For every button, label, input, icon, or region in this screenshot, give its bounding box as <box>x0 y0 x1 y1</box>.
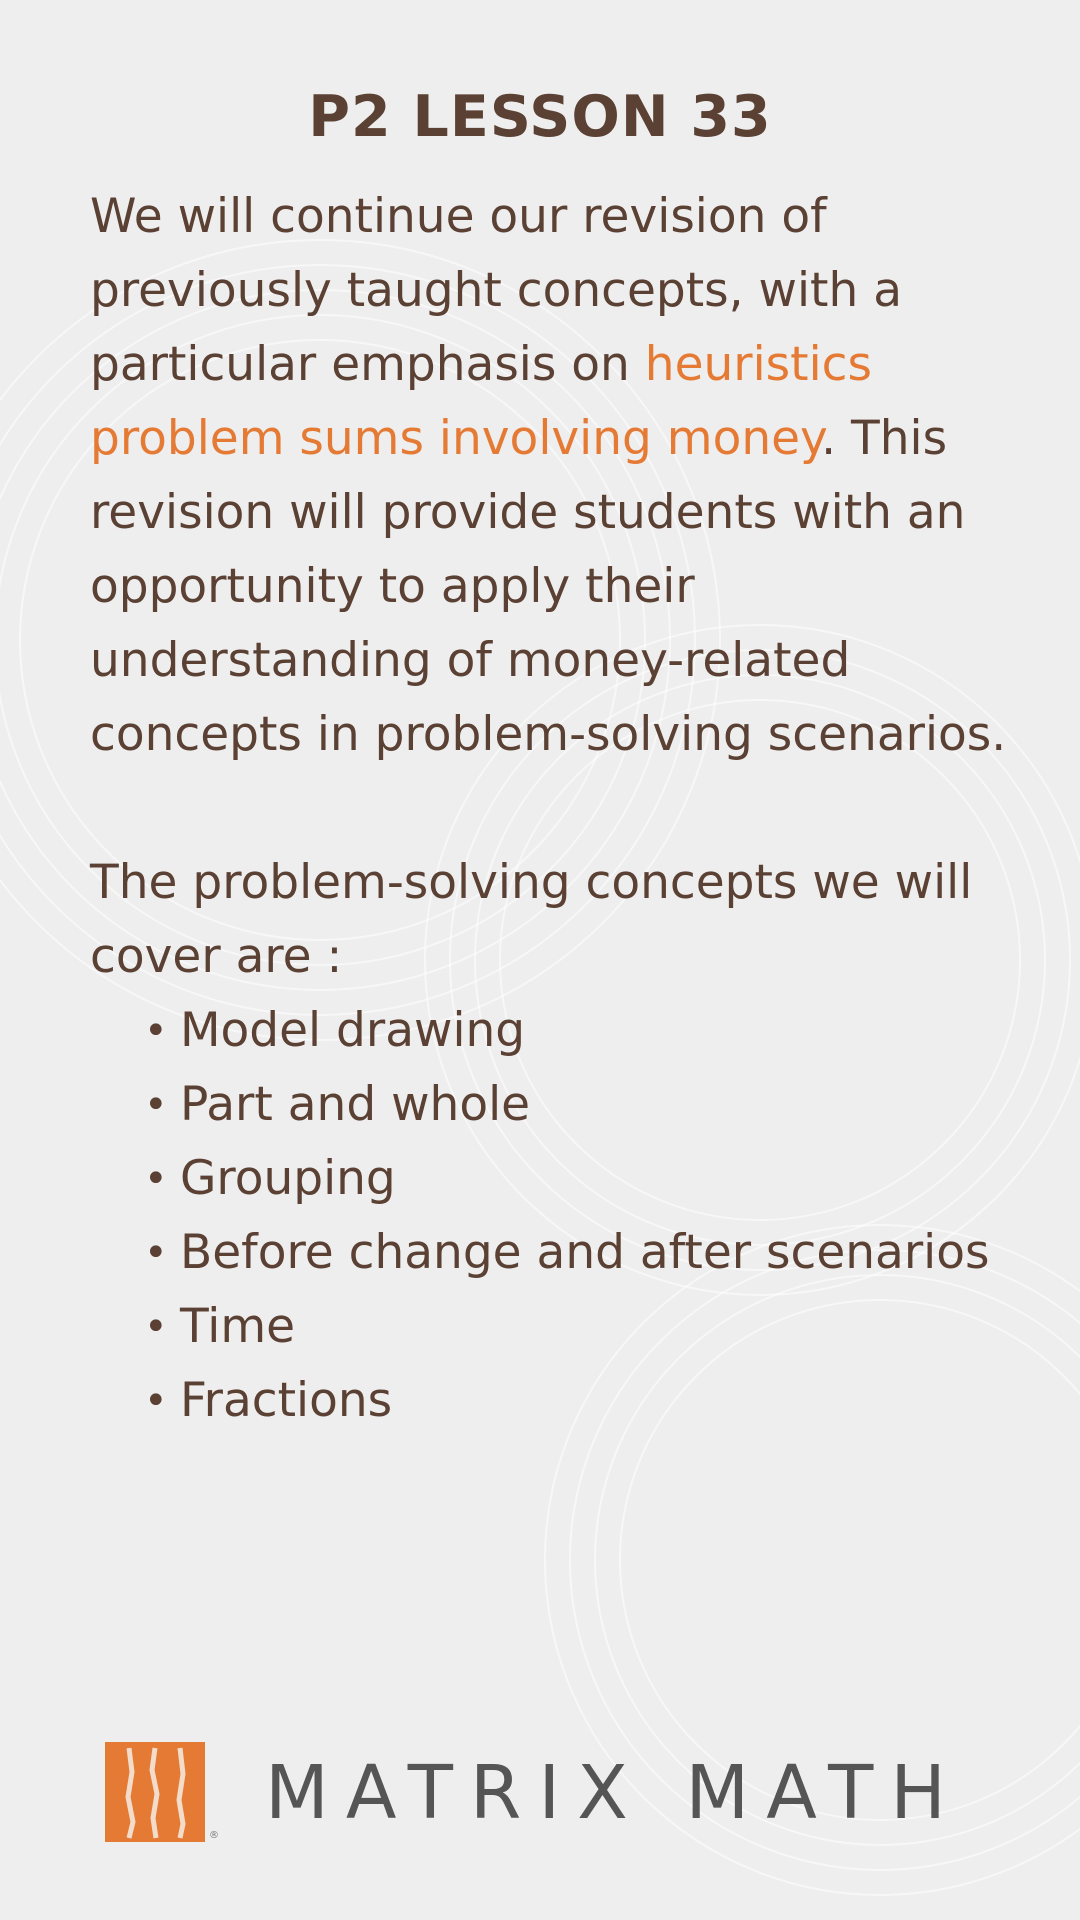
bullet-icon: • <box>144 1008 168 1054</box>
bullet-icon: • <box>144 1230 168 1276</box>
list-item <box>144 994 1030 1068</box>
lesson-content <box>90 180 1030 1438</box>
intro-text-end: . This revision will provide students with an opportunity to apply their understanding of money-related concepts in problem-solving scenarios. <box>90 411 1007 762</box>
bullet-icon: • <box>144 1378 168 1424</box>
list-item <box>144 1216 1030 1290</box>
paragraph-spacer <box>90 772 1030 846</box>
list-item <box>144 1068 1030 1142</box>
registered-mark: ® <box>209 1830 219 1841</box>
bullet-icon: • <box>144 1156 168 1202</box>
list-item <box>144 1290 1030 1364</box>
intro-highlight: heuristics problem sums involving money <box>90 337 872 466</box>
bullet-icon: • <box>144 1082 168 1128</box>
matrix-math-logo-icon <box>105 1742 205 1842</box>
brand-name: MATRIX MATH <box>265 1750 963 1836</box>
list-item <box>144 1142 1030 1216</box>
intro-paragraph <box>90 180 1030 772</box>
list-item-label: Part and whole <box>180 1077 531 1132</box>
list-item-label: Time <box>180 1299 296 1354</box>
brand-logo <box>105 1742 1035 1842</box>
intro-text-start: We will continue our revision of previously taught concepts, with a particular emphasis on <box>90 189 902 392</box>
page-title: P2 LESSON 33 <box>308 84 772 150</box>
list-item-label: Model drawing <box>180 1003 526 1058</box>
bullet-icon: • <box>144 1304 168 1350</box>
list-item-label: Fractions <box>180 1373 393 1428</box>
list-item-label: Grouping <box>180 1151 396 1206</box>
list-item-label: Before change and after scenarios <box>180 1225 990 1280</box>
list-item <box>144 1364 1030 1438</box>
topics-list <box>90 994 1030 1438</box>
topics-heading: The problem-solving concepts we will cover are : <box>90 855 973 984</box>
